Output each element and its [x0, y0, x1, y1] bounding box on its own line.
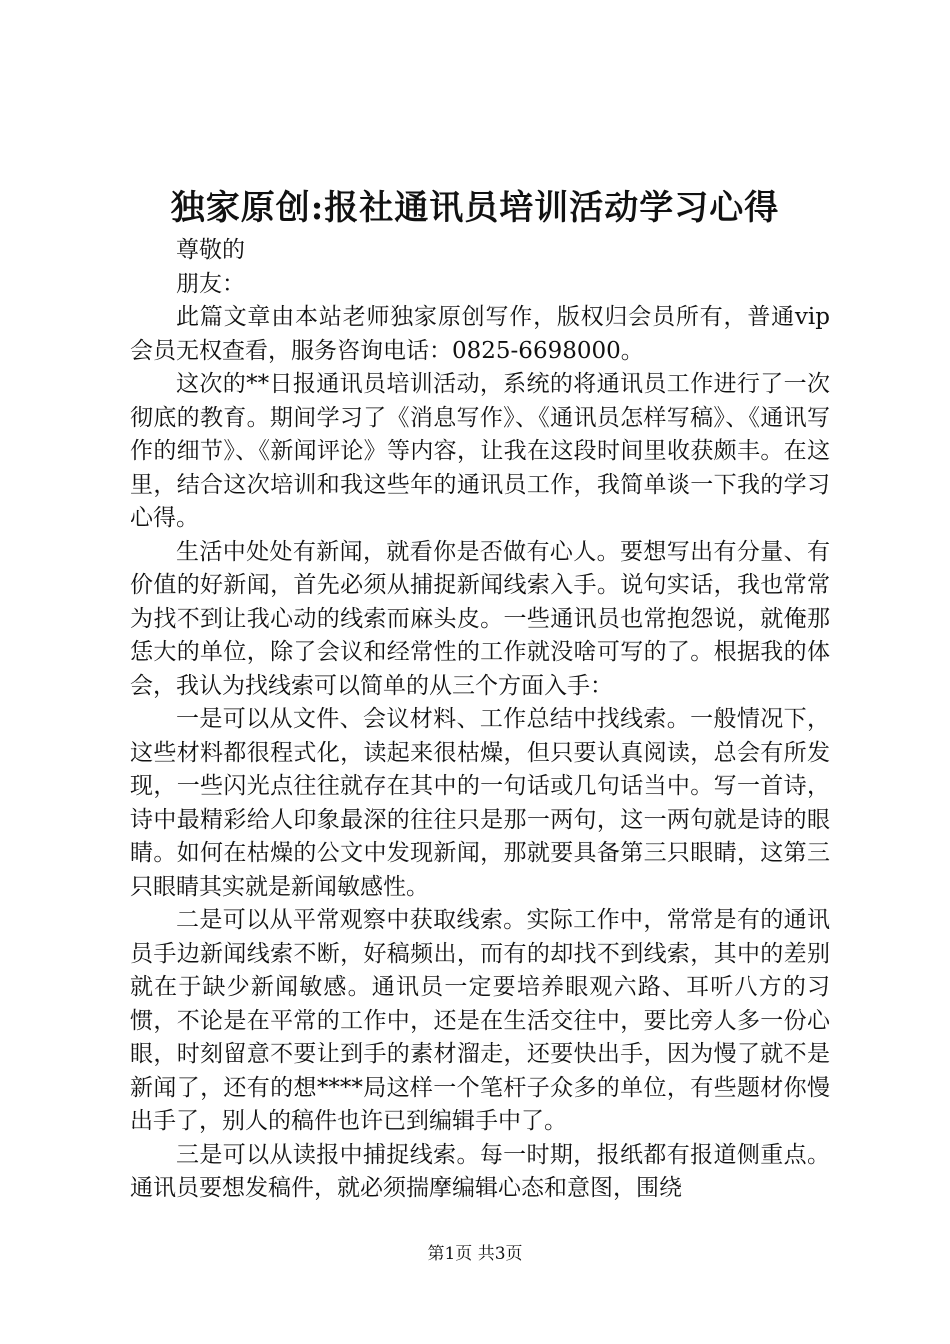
page-number-footer: 第1页 共3页 [427, 1244, 523, 1264]
body-paragraph: 一是可以从文件、会议材料、工作总结中找线索。一般情况下，这些材料都很程式化，读起来很枯燥，但只要认真阅读，总会有所发现，一些闪光点往往就存在其中的一句话或几句话当中。写一首诗，诗中最精彩给人印象最深的往往只是那一两句，这一两句就是诗的眼睛。如何在枯燥的公文中发现新闻，那就要具备第三只眼睛，这第三只眼睛其实就是新闻敏感性。 [130, 706, 830, 900]
body-paragraph: 这次的**日报通讯员培训活动，系统的将通讯员工作进行了一次彻底的教育。期间学习了《消息写作》、《通讯员怎样写稿》、《通讯写作的细节》、《新闻评论》等内容，让我在这段时间里收获颇丰。在这里，结合这次培训和我这些年的通讯员工作，我简单谈一下我的学习心得。 [130, 371, 830, 531]
document-title: 独家原创:报社通讯员培训活动学习心得 [170, 188, 780, 228]
body-paragraph: 生活中处处有新闻，就看你是否做有心人。要想写出有分量、有价值的好新闻，首先必须从捕捉新闻线索入手。说句实话，我也常常为找不到让我心动的线索而麻头皮。一些通讯员也常抱怨说，就俺那恁大的单位，除了会议和经常性的工作就没啥可写的了。根据我的体会，我认为找线索可以简单的从三个方面入手： [130, 538, 830, 699]
document-body [130, 234, 830, 1206]
greeting-line: 尊敬的 [176, 237, 245, 263]
body-paragraph: 此篇文章由本站老师独家原创写作，版权归会员所有，普通vip会员无权查看，服务咨询电话：0825-6698000。 [130, 304, 830, 364]
greeting-line: 朋友： [176, 270, 245, 297]
body-paragraph: 三是可以从读报中捕捉线索。每一时期，报纸都有报道侧重点。通讯员要想发稿件，就必须揣摩编辑心态和意图，围绕 [130, 1141, 830, 1201]
body-paragraph: 二是可以从平常观察中获取线索。实际工作中，常常是有的通讯员手边新闻线索不断，好稿频出，而有的却找不到线索，其中的差别就在于缺少新闻敏感。通讯员一定要培养眼观六路、耳听八方的习惯，不论是在平常的工作中，还是在生活交往中，要比旁人多一份心眼，时刻留意不要让到手的素材溜走，还要快出手，因为慢了就不是新闻了，还有的想****局这样一个笔杆子众多的单位，有些题材你慢出手了，别人的稿件也许已到编辑手中了。 [130, 907, 830, 1134]
